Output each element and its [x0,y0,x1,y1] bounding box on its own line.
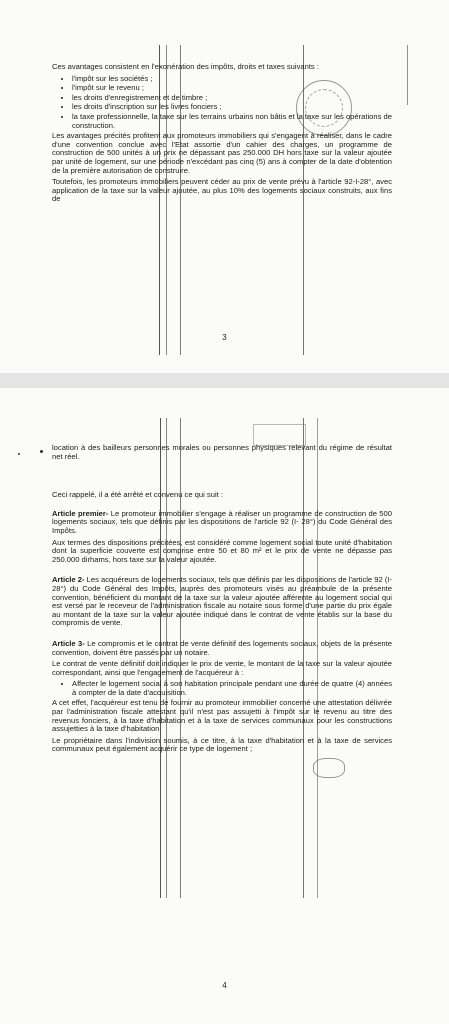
exemption-item: • l'impôt sur les sociétés ; [72,75,392,84]
page-separator [0,373,449,388]
page-number: 3 [222,333,227,342]
paragraph: Les avantages précités profitent aux promoteurs immobiliers qui s'engagent à réaliser, dans le cadre d'une convention conclue avec l'Etat assortie d'un cahier des charges, un programme de construction de 500 unités à un prix ne dépassant pas 250.000 DH hors taxe sur la valeur ajoutée par unité de logement, sur une période n'excédant pas cinq (5) ans à compter de la date d'obtention de la première autorisation de construire. [52,131,392,175]
exemption-list [52,75,392,131]
exemption-item: • les droits d'enregistrement et de timbre ; [72,94,392,103]
agreement-intro: Ceci rappelé, il a été arrêté et convenu ce qui suit : [52,490,223,500]
document-page-4 [0,388,449,1024]
article-text: Le promoteur immobilier s'engage à réaliser un programme de construction de 500 logements sociaux, tels que définis par les dispositions de l'article 92 (I- 28°) du Code Général des Impôts. [52,508,392,535]
article-title: Article premier- [52,508,109,518]
paragraph: Aux termes des dispositions précitées, est considéré comme logement social toute unité d'habitation dont la superficie couverte est comprise entre 50 et 80 m² et le prix de vente ne dépasse pas 250.000 dirhams, hors taxe sur la valeur ajoutée. [52,537,392,564]
exemption-item: • les droits d'inscription sur les livres fonciers ; [72,103,392,112]
scan-artifact-line [407,45,408,105]
article-title: Article 2- [52,575,85,585]
paragraph: Le contrat de vente définitif doit indiquer le prix de vente, le montant de la taxe sur la valeur ajoutée correspondant, ainsi que l'engagement de l'acquéreur à : [52,659,392,677]
page-number: 4 [222,981,227,990]
paragraph: Toutefois, les promoteurs immobiliers peuvent céder au prix de vente prévu à l'article 92-I-28°, avec application de la taxe sur la valeur ajoutée, au plus 10% des logements sociaux construits, aux fins de [52,177,392,204]
article-text: Le compromis et le contrat de vente définitif des logements sociaux, objets de la présente convention, doivent être passés par un notaire. [52,638,392,657]
document-page-3 [0,0,449,373]
official-seal-stamp [313,758,345,778]
article-text: Les acquéreurs de logements sociaux, tels que définis par les dispositions de l'article 92 (I- 28°) du Code Général des Impôts, auprès des promoteurs visés au préambule de la présente convention, bénéficient du montant de la taxe sur la valeur ajoutée afférente au logement social qui est versé par le receveur de l'administration fiscale au notaire sous forme d'une partie du prix égale au montant de la taxe sur la valeur ajoutée indiqué dans le contrat de vente établis sur la base du compromis de vente. [52,575,392,628]
obligation-list [52,680,392,697]
page-4-body [52,444,392,757]
article-2 [52,576,392,628]
article-3 [52,640,392,657]
paragraph: location à des bailleurs personnes morales ou personnes physiques relevant du régime de résultat net réel. [52,443,392,461]
exemption-item: • la taxe professionnelle, la taxe sur les terrains urbains non bâtis et la taxe sur les opérations de construction. [72,113,392,130]
scan-speck [40,450,43,453]
article-1 [52,510,392,536]
intro-paragraph: Ces avantages consistent en l'exonération des impôts, droits et taxes suivants : [52,62,319,71]
article-title: Article 3- [52,638,85,648]
exemption-item: • l'impôt sur le revenu ; [72,84,392,93]
paragraph: Le propriétaire dans l'indivision soumis, à ce titre, à la taxe d'habitation et à la taxe de services communaux peut également acquérir ce type de logement ; [52,735,392,754]
page-3-body [52,63,392,207]
paragraph: A cet effet, l'acquéreur est tenu de fournir au promoteur immobilier concerné une attestation délivrée par l'administration fiscale attestant qu'il n'est pas assujetti à l'impôt sur le revenu au titre des revenus fonciers, à la taxe d'habitation et à la taxe de services communaux pour les constructions assujetties à la taxe d'habitation. [52,698,392,734]
scan-speck [18,453,20,455]
obligation-item: • Affecter le logement social à son habitation principale pendant une durée de quatre (4) années à compter de la date d'acquisition. [72,680,392,697]
